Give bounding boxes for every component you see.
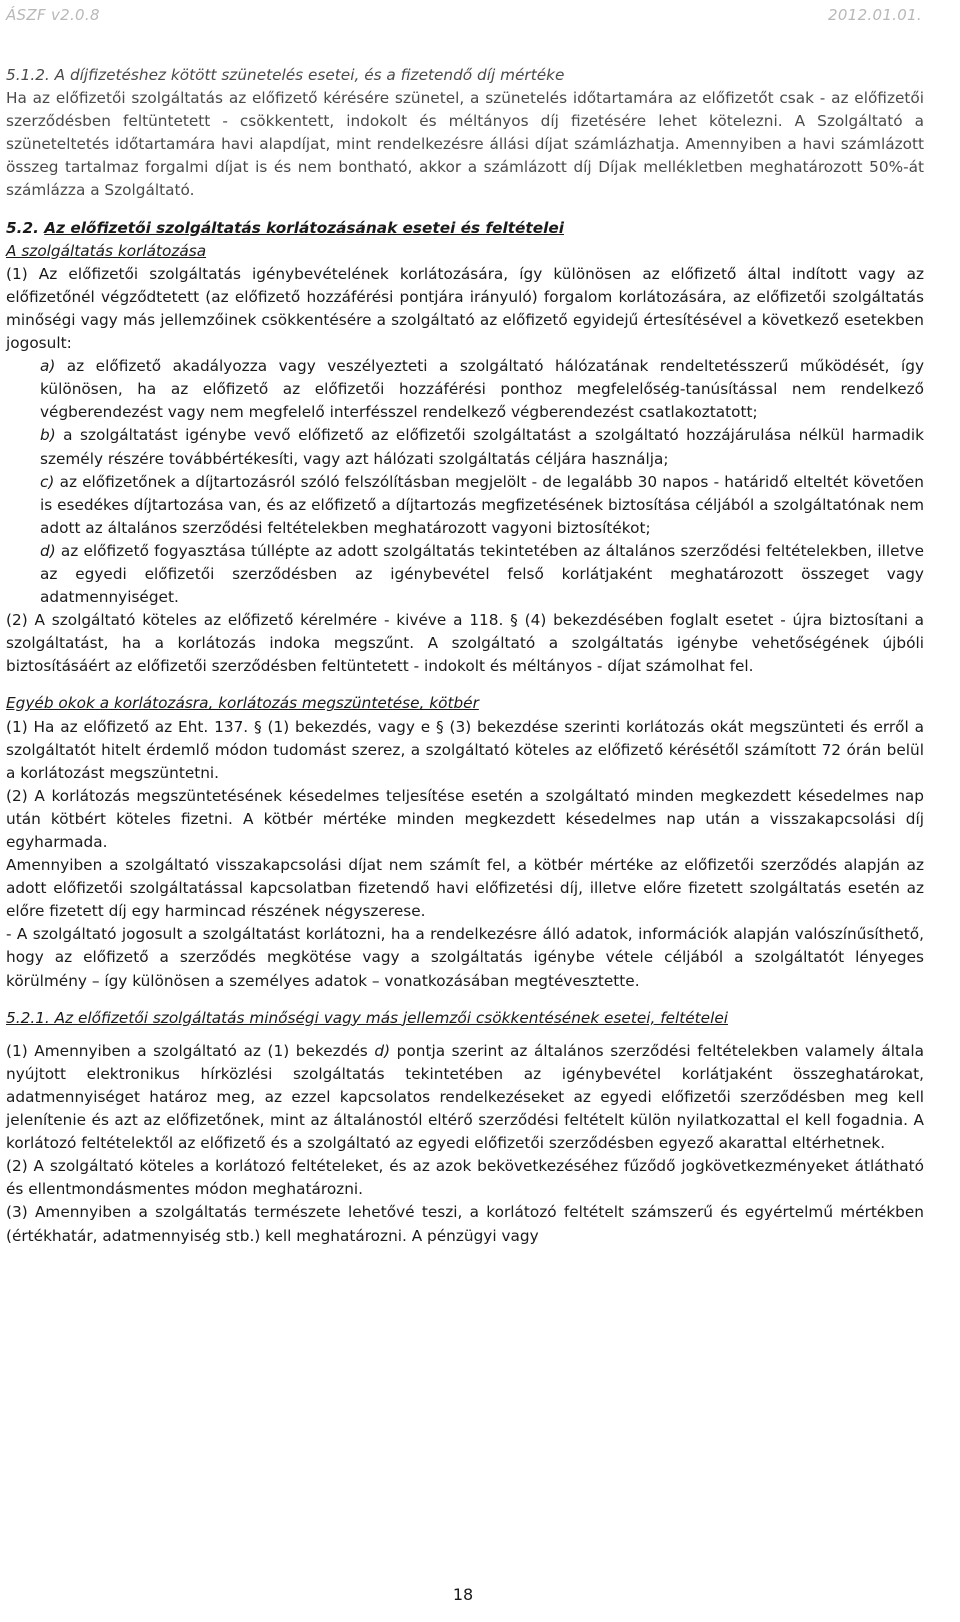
- paragraph: - A szolgáltató jogosult a szolgáltatást korlátozni, ha a rendelkezésre álló adatok, információk alapján valószínűsíthető, hogy az előfizető a szerződés megkötése vagy a szolgáltatás igénybe vétele céljából a szolgáltatót lényeges körülmény – így különösen a személyes adatok – vonatkozásában megtévesztette.: [6, 925, 924, 990]
- document-body: [6, 64, 924, 1248]
- paragraph: Amennyiben a szolgáltató visszakapcsolási díjat nem számít fel, a kötbér mértéke az előfizetői szerződés alapján az adott előfizetői szolgáltatással kapcsolatban fizetendő havi előfizetési díj, illetve előre fizetett szolgáltatás esetén az előre fizetett díj egy harmincad részének négyszerese.: [6, 856, 924, 921]
- paragraph: (1) Amennyiben a szolgáltató az (1) bekezdés d) pontja szerint az általános szerződési feltételekben valamely általa nyújtott elektronikus hírközlési szolgáltatás tekintetében az igénybevétel korlátjaként összeghatárokat, adatmennyiséget határoz meg, az ezzel kapcsolatos rendelkezéseket az egyedi előfizetői szerződésben meg kell jelenítenie és azt az előfizetőnek, mint az általánostól eltérő szerződési feltételt külön nyilatkozattal el kell fogadnia. A korlátozó feltételektől az előfizető és a szolgáltató az egyedi előfizetői szerződésben egyező akarattal eltérhetnek.: [6, 1041, 924, 1153]
- paragraph: (2) A szolgáltató köteles a korlátozó feltételeket, és az azok bekövetkezéséhez fűződő jogkövetkezményeket átlátható és ellentmondásmentes módon meghatározni.: [6, 1157, 924, 1199]
- section-title-5-2: 5.2. Az előfizetői szolgáltatás korlátozásának esetei és feltételei: [6, 218, 564, 237]
- page-number: 18: [452, 1585, 474, 1604]
- list-item-d: d) az előfizető fogyasztása túllépte az adott szolgáltatás tekintetében az általános szerződési feltételekben, illetve az egyedi előfizetői szerződésben az igénybevétel felső korlátjaként meghatározott összeget vagy adatmennyiséget.: [40, 541, 924, 607]
- subsection-title: Egyéb okok a korlátozásra, korlátozás megszüntetése, kötbér: [6, 694, 479, 713]
- paragraph: (1) Az előfizetői szolgáltatás igénybevételének korlátozására, így különösen az előfizető által indított vagy az előfizetőnél végződtetett (az előfizető hozzáférési pontjára irányuló) forgalom korlátozására, az előfizetői szolgáltatás minőségi vagy más jellemzőinek csökkentésére a szolgáltató az előfizető egyidejű értesítésével a következő esetekben jogosult:: [6, 264, 924, 353]
- list-item-c: c) az előfizetőnek a díjtartozásról szóló felszólításban megjelölt - de legalább 30 napos - határidő elteltét követően is esedékes díjtartozása van, és az előfizető a díjtartozás megfizetésének biztosítása céljából a szolgáltatónak nem adott az általános szerződési feltételekben meghatározott vagyoni biztosítékot;: [40, 472, 924, 537]
- section-title-5-2-1: 5.2.1. Az előfizetői szolgáltatás minőségi vagy más jellemzői csökkentésének esetei, feltételei: [6, 1008, 729, 1027]
- section-title-5-1-2: 5.1.2. A díjfizetéshez kötött szünetelés esetei, és a fizetendő díj mértéke: [6, 66, 565, 84]
- list-item-a: a) az előfizető akadályozza vagy veszélyezteti a szolgáltató hálózatának rendeltetésszerű működését, így különösen, ha az előfizető az előfizetői hozzáférési ponthoz megfelelőség-tanúsítással nem rendelkező végberendezést vagy nem megfelelő interfésszel rendelkező végberendezést csatlakoztatott;: [40, 357, 924, 422]
- paragraph: (1) Ha az előfizető az Eht. 137. § (1) bekezdés, vagy e § (3) bekezdése szerinti korlátozás okát megszünteti és erről a szolgáltatót hitelt érdemlő módon tudomást szerez, a szolgáltató köteles az előfizető kérésétől számított 72 órán belül a korlátozást megszüntetni.: [6, 717, 924, 782]
- paragraph: Ha az előfizetői szolgáltatás az előfizető kérésére szünetel, a szünetelés időtartamára az előfizetőt csak - az előfizetői szerződésben feltüntetett - csökkentett, indokolt és méltányos díj fizetésére lehet kötelezni. A Szolgáltató a szüneteltetés időtartamára havi alapdíjat, mint rendelkezésre állási díjat számlázhatja. Amennyiben a havi számlázott összeg tartalmaz forgalmi díjat is és nem bontható, akkor a számlázott díj Díjak mellékletben meghatározott 50%-át számlázza a Szolgáltató.: [6, 89, 924, 200]
- header-date: 2012.01.01.: [828, 6, 922, 24]
- paragraph: (3) Amennyiben a szolgáltatás természete lehetővé teszi, a korlátozó feltételt számszerű és egyértelmű mértékben (értékhatár, adatmennyiség stb.) kell meghatározni. A pénzügyi vagy: [6, 1203, 924, 1245]
- header-doc-version: ÁSZF v2.0.8: [6, 6, 100, 24]
- list-item-b: b) a szolgáltatást igénybe vevő előfizető az előfizetői szolgáltatást a szolgáltató hozzájárulása nélkül harmadik személy részére továbbértékesíti, vagy azt hálózati szolgáltatás céljára használja;: [40, 426, 924, 468]
- paragraph: (2) A korlátozás megszüntetésének késedelmes teljesítése esetén a szolgáltató minden megkezdett késedelmes nap után kötbért köteles fizetni. A kötbér mértéke minden megkezdett késedelmes nap után a visszakapcsolási díj egyharmada.: [6, 786, 924, 851]
- subsection-title: A szolgáltatás korlátozása: [6, 241, 207, 260]
- paragraph: (2) A szolgáltató köteles az előfizető kérelmére - kivéve a 118. § (4) bekezdésében foglalt esetet - újra biztosítani a szolgáltatást, ha a korlátozás indoka megszűnt. A szolgáltató a szolgáltatás igénybe vehetőségének újbóli biztosításáért az előfizetői szerződésben feltüntetett - indokolt és méltányos - díjat számolhat fel.: [6, 611, 924, 676]
